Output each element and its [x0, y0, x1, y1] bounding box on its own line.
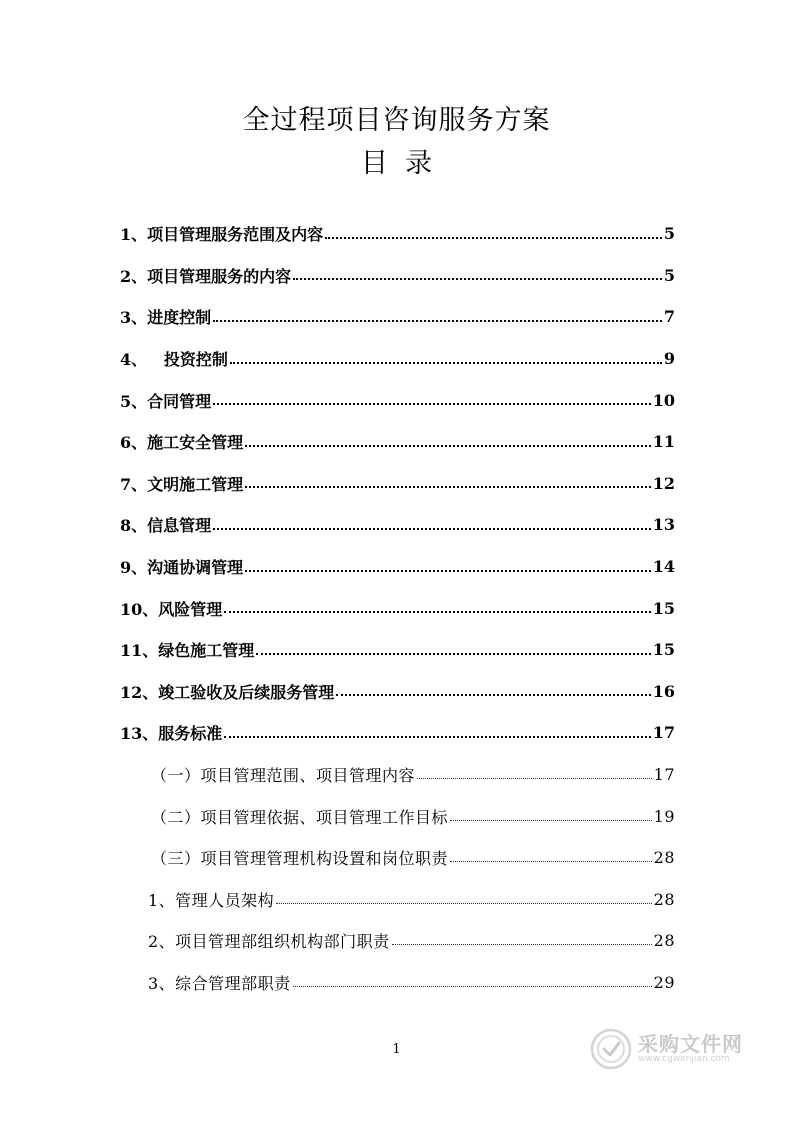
toc-entry[interactable] — [120, 255, 675, 297]
cgwenjian-logo-icon — [590, 1028, 632, 1070]
toc-entry-label: 7、文明施工管理 — [120, 474, 244, 494]
toc-leader-dots — [450, 847, 652, 862]
toc-entry-label: 12、竣工验收及后续服务管理 — [120, 682, 335, 702]
watermark-url: www.cgwenjian.com — [638, 1054, 730, 1065]
toc-subentry[interactable] — [120, 879, 675, 921]
toc-entry-label: 13、服务标准 — [120, 724, 223, 744]
toc-entry[interactable] — [120, 421, 675, 463]
toc-entry-label: 4、 投资控制 — [120, 350, 228, 370]
document-title: 全过程项目咨询服务方案 — [242, 105, 551, 136]
toc-entry-page: 15 — [652, 598, 675, 618]
toc-entry-page: 29 — [653, 972, 675, 992]
toc-leader-dots — [450, 806, 652, 821]
toc-entry-label: （三）项目管理管理机构设置和岗位职责 — [151, 849, 449, 869]
toc-entry-page: 5 — [663, 265, 675, 285]
toc-entry[interactable] — [120, 712, 675, 754]
toc-leader-dots — [245, 431, 651, 447]
toc-entry-page: 28 — [653, 848, 675, 868]
toc-entry-page: 9 — [663, 349, 675, 369]
toc-entry[interactable] — [120, 463, 675, 505]
toc-leader-dots — [325, 223, 662, 239]
toc-heading: 目 录 — [360, 148, 433, 179]
toc-entry-label: 11、绿色施工管理 — [120, 641, 255, 661]
toc-entry-label: 6、施工安全管理 — [120, 433, 244, 453]
toc-entry[interactable] — [120, 546, 675, 588]
toc-entry-page: 28 — [653, 889, 675, 909]
toc-entry[interactable] — [120, 504, 675, 546]
toc-entry[interactable] — [120, 671, 675, 713]
watermark-text — [638, 1033, 743, 1065]
toc-entry-label: 5、合同管理 — [120, 391, 212, 411]
toc-leader-dots — [245, 472, 651, 488]
watermark — [590, 1024, 750, 1074]
toc-entry-label: 1、管理人员架构 — [148, 890, 275, 910]
toc-entry-page: 13 — [652, 515, 675, 535]
toc-entry[interactable] — [120, 629, 675, 671]
toc-subentry[interactable] — [120, 795, 675, 837]
toc-entry-page: 17 — [652, 723, 675, 743]
toc-entry-page: 17 — [653, 765, 675, 785]
toc-leader-dots — [245, 556, 651, 572]
toc-entry-label: 3、进度控制 — [120, 308, 212, 328]
toc-entry-page: 19 — [653, 806, 675, 826]
toc-entry[interactable] — [120, 338, 675, 380]
toc-entry[interactable] — [120, 296, 675, 338]
toc-subentry[interactable] — [120, 754, 675, 796]
toc-leader-dots — [417, 764, 652, 779]
toc-entry-label: 3、综合管理部职责 — [148, 973, 291, 993]
toc-entry-page: 10 — [652, 390, 675, 410]
toc-subentry[interactable] — [120, 962, 675, 1004]
toc-entry-page: 16 — [652, 681, 675, 701]
toc-entry-label: （二）项目管理依据、项目管理工作目标 — [151, 807, 449, 827]
toc-leader-dots — [230, 348, 662, 364]
table-of-contents — [120, 213, 675, 1003]
toc-leader-dots — [256, 639, 650, 655]
toc-leader-dots — [213, 514, 651, 530]
toc-leader-dots — [224, 722, 650, 738]
toc-entry-page: 5 — [663, 224, 675, 244]
toc-leader-dots — [213, 389, 651, 405]
toc-entry-label: 2、项目管理服务的内容 — [120, 266, 292, 286]
toc-entry-label: 2、项目管理部组织机构部门职责 — [148, 932, 390, 952]
toc-entry-label: 9、沟通协调管理 — [120, 558, 244, 578]
toc-entry-page: 11 — [652, 432, 675, 452]
toc-leader-dots — [293, 972, 652, 987]
toc-subentry[interactable] — [120, 920, 675, 962]
toc-entry-page: 12 — [652, 473, 675, 493]
page-number: 1 — [392, 1042, 401, 1057]
toc-leader-dots — [224, 597, 650, 613]
toc-entry[interactable] — [120, 587, 675, 629]
toc-entry-label: 1、项目管理服务范围及内容 — [120, 225, 324, 245]
toc-entry-label: 8、信息管理 — [120, 516, 212, 536]
toc-entry-label: （一）项目管理范围、项目管理内容 — [151, 766, 416, 786]
toc-leader-dots — [336, 680, 650, 696]
toc-leader-dots — [213, 306, 662, 322]
toc-leader-dots — [293, 264, 662, 280]
toc-leader-dots — [392, 930, 652, 945]
toc-entry-label: 10、风险管理 — [120, 599, 223, 619]
toc-entry-page: 15 — [652, 640, 675, 660]
toc-entry[interactable] — [120, 379, 675, 421]
toc-entry-page: 14 — [652, 557, 675, 577]
toc-subentry[interactable] — [120, 837, 675, 879]
toc-entry[interactable] — [120, 213, 675, 255]
toc-entry-page: 7 — [663, 307, 675, 327]
watermark-name: 采购文件网 — [638, 1032, 743, 1057]
toc-leader-dots — [276, 889, 651, 904]
toc-entry-page: 28 — [653, 931, 675, 951]
